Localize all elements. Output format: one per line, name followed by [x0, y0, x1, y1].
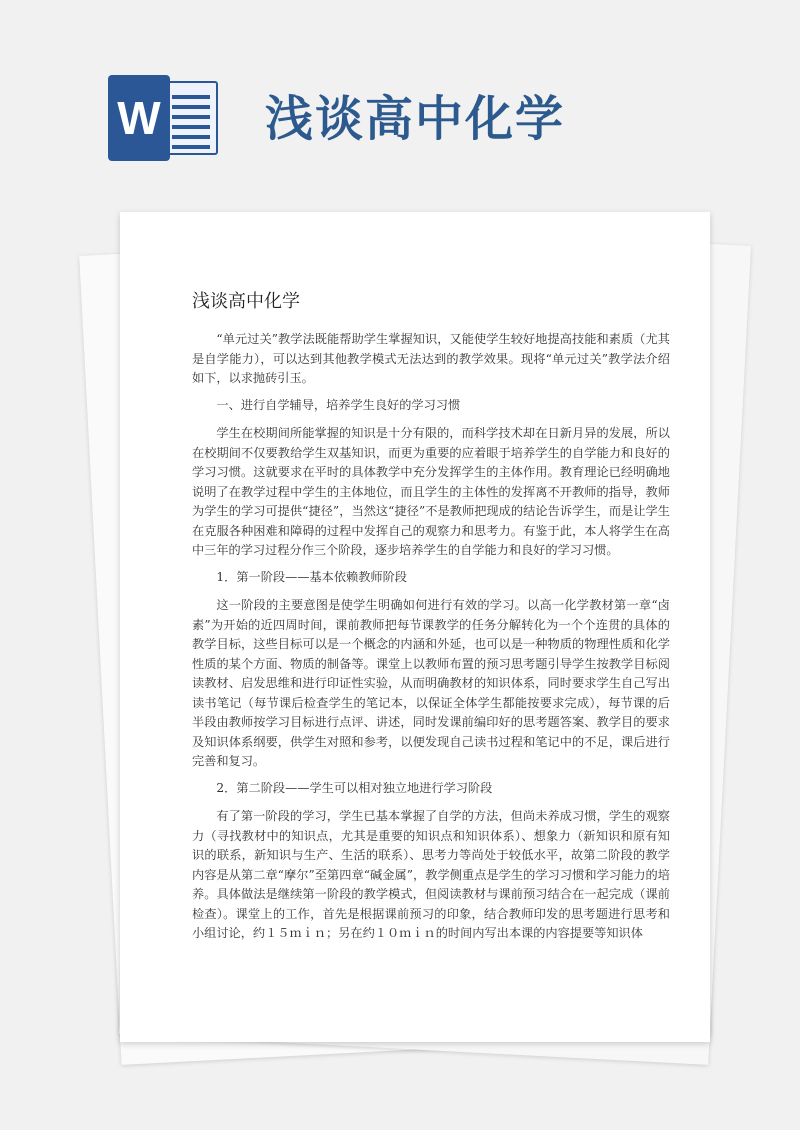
paragraph: 有了第一阶段的学习，学生已基本掌握了自学的方法，但尚未养成习惯，学生的观察力（寻找教材中的知识点，尤其是重要的知识点和知识体系）、想象力（新知识和原有知识的联系，新知识与生产、生活的联系）、思考力等尚处于较低水平，故第二阶段的教学内容是从第二章“摩尔”至第四章“碱金属”，教学侧重点是学生的学习习惯和学习能力的培养。具体做法是继续第一阶段的教学模式，但阅读教材与课前预习结合在一起完成（课前检查）。课堂上的工作，首先是根据课前预习的印象，结合教师印发的思考题进行思考和小组讨论，约１５ｍｉｎ；另在约１０ｍｉｎ的时间内写出本课的内容提要等知识体 — [192, 809, 670, 940]
paragraph: 这一阶段的主要意图是使学生明确如何进行有效的学习。以高一化学教材第一章“卤素”为开始的近四周时间，课前教师把每节课教学的任务分解转化为一个个连贯的具体的教学目标，这些目标可以是一个概念的内涵和外延，也可以是一种物质的物理性质和化学性质的某个方面、物质的制备等。课堂上以教师布置的预习思考题引导学生按教学目标阅读教材、启发思维和进行印证性实验，从而明确教材的知识体系，同时要求学生自己写出读书笔记（每节课后检查学生的笔记本，以保证全体学生都能按要求完成），每节课的后半段由教师按学习目标进行点评、讲述，同时发课前编印好的思考题答案、教学目的要求及知识体系纲要，供学生对照和参考，以便发现自己读书过程和笔记中的不足，课后进行完善和复习。 — [192, 598, 670, 768]
document-page — [120, 212, 710, 1042]
document-title: 浅谈高中化学 — [192, 291, 300, 312]
word-document-icon — [108, 75, 220, 161]
paragraph: 学生在校期间所能掌握的知识是十分有限的，而科学技术却在日新月异的发展，所以在校期间不仅要教给学生双基知识，而更为重要的应着眼于培养学生的自学能力和良好的学习习惯。这就要求在平时的具体教学中充分发挥学生的主体作用。教育理论已经明确地说明了在教学过程中学生的主体地位，而且学生的主体性的发挥离不开教师的指导，教师为学生的学习可提供“捷径”，当然这“捷径”不是教师把现成的结论告诉学生，而是让学生在克服各种困难和障碍的过程中发挥自己的观察力和思考力。有鉴于此，本人将学生在高中三年的学习过程分作三个阶段，逐步培养学生的自学能力和良好的学习习惯。 — [192, 426, 670, 557]
word-letter-badge: W — [108, 75, 170, 161]
document-body — [192, 330, 670, 951]
paragraph: “单元过关”教学法既能帮助学生掌握知识，又能使学生较好地提高技能和素质（尤其是自学能力），可以达到其他教学模式无法达到的教学效果。现将“单元过关”教学法介绍如下，以求抛砖引玉。 — [192, 332, 670, 385]
section-heading: 一、进行自学辅导，培养学生良好的学习习惯 — [216, 397, 461, 412]
header-banner — [0, 0, 800, 200]
subsection-heading: 2．第二阶段——学生可以相对独立地进行学习阶段 — [216, 780, 493, 795]
banner-title: 浅谈高中化学 — [265, 91, 566, 147]
subsection-heading: 1．第一阶段——基本依赖教师阶段 — [216, 569, 407, 584]
